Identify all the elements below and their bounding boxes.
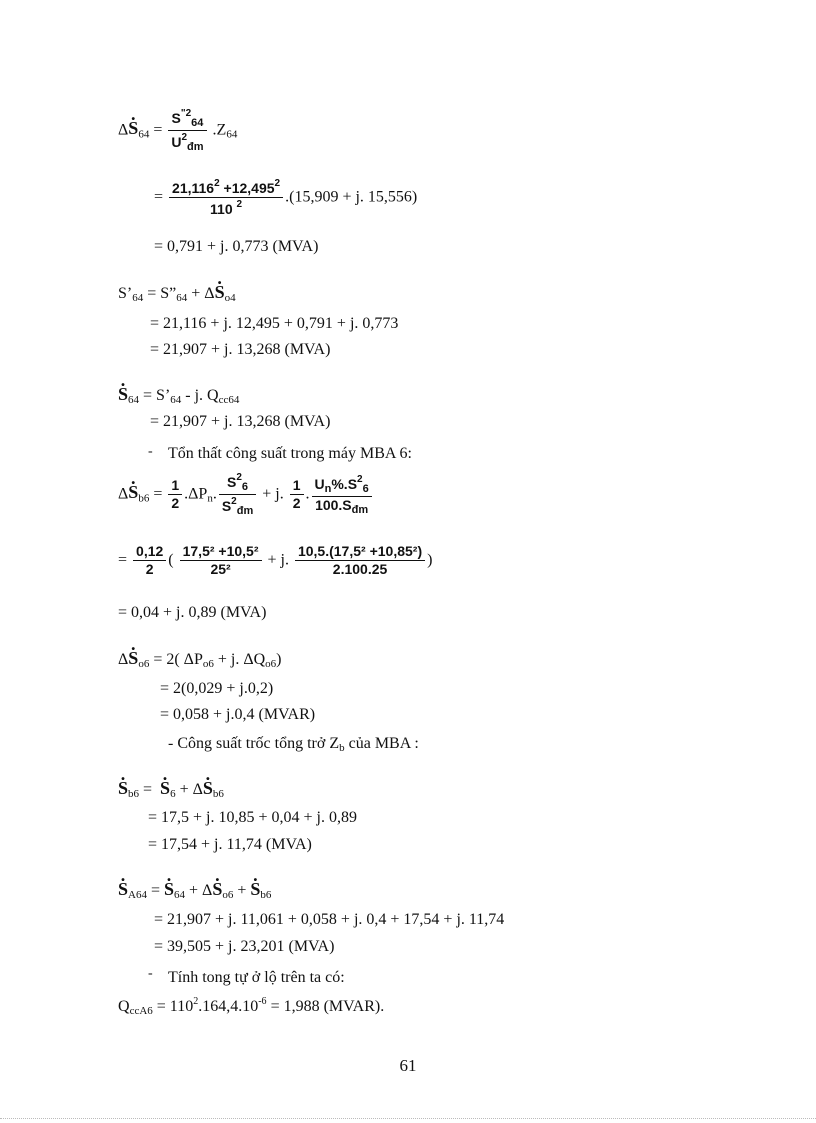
footer-divider [0,1118,816,1119]
equation-s-prime-64-result: = 21,907 + j. 13,268 (MVA) [150,341,331,358]
equation-delta-so6: Δ. $S_{o6} = 2$( $\Delta P_{o6} + j$. $\Delta Q_{o6}$) [118,649,282,670]
equation-delta-so6-substituted: = 2(0,029 + j.0,2) [160,680,274,697]
equation-delta-sb6-result: = 0,04 + j. 0,89 (MVA) [118,604,267,621]
equation-sa64: . $S_{A64}$ = . $S_{64} + \Delta$. $S_{o6}$ + . $S_{b6}$ [118,880,271,901]
equation-delta-sb6-substituted: = $\frac{0,12}{2}$ ( $\frac{\text{17,5² +10,5²}}{\text{25²}}$ + j. $\frac{\text{10,5.(17,5² +10,85²)}}{2.100.25}$ ) [118,543,433,578]
section-similar-calc: Tính tong tự ở lộ trên ta có: [168,969,345,986]
equation-sa64-sum: = 21,907 + j. 11,061 + 0,058 + j. 0,4 + 17,54 + j. 11,74 [154,911,505,928]
equation-sa64-result: = 39,505 + j. 23,201 (MVA) [154,938,335,955]
section-power-before-impedance: - Công suất trốc tổng trở $Z_b$ của MBA : [168,735,419,754]
fraction-s64-over-u: $\frac{S^{"2}_{64}}{U^2_{đm}}$ [168,108,206,153]
equation-delta-s64-result: = 0,791 + j. 0,773 (MVA) [154,238,319,255]
equation-delta-sb6: Δ. $S_{b6}$ = $\frac{1}{2}$ $.\Delta P_n$. $\frac{S^2_6}{S^2_{đm}}$ + j. $\frac{1}{2}$ . $\frac{U_n\%.S^2_6}{100.S_{đm}}$ [118,472,374,517]
equation-sb6-sum: = 17,5 + j. 10,85 + 0,04 + j. 0,89 [148,809,357,826]
equation-s64-result: = 21,907 + j. 13,268 (MVA) [150,413,331,430]
equation-s-prime-64: $S’_{64}$ = $S”_{64} + \Delta$. $S_{o4}$ [118,283,236,304]
bullet-marker: - [148,966,153,981]
equation-delta-so6-result: = 0,058 + j.0,4 (MVAR) [160,706,316,723]
bullet-marker: - [148,444,153,459]
equation-s64: . $S_{64}$ = $S’_{64}$ - j. $Q_{cc64}$ [118,385,239,406]
equation-s-prime-64-sum: = 21,116 + j. 12,495 + 0,791 + j. 0,773 [150,315,399,332]
equation-delta-s64-substituted: = $\frac{21,116^2 +12,495^2}{110 ^2}$ .(15,909 + j. 15,556) [154,178,418,218]
equation-sb6: . $S_{b6}$ = . $S_6 + \Delta$. $S_{b6}$ [118,779,224,800]
page-number: 61 [399,1056,417,1075]
section-transformer-loss: Tổn thất công suất trong máy MBA 6: [168,445,412,462]
equation-sb6-result: = 17,54 + j. 11,74 (MVA) [148,836,312,853]
equation-delta-s64: Δ. $S_{64}$ = $\frac{S^{"2}_{64}}{U^2_{đm}}$ $.Z_{64}$ [118,108,237,153]
equation-qcca6: $Q_{ccA6} = 110^2.164,4.10^{-6} = 1,988$ (MVAR). [118,996,385,1017]
